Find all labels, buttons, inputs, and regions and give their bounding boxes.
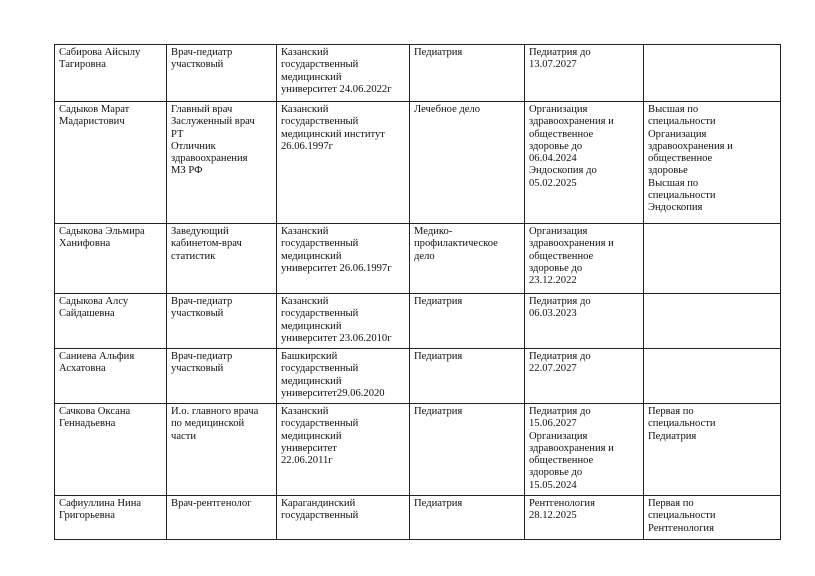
cell-specialty: Педиатрия [410,45,525,102]
cell-specialty: Педиатрия [410,294,525,349]
cell-certificate: Педиатрия до 22.07.2027 [525,349,644,404]
cell-category [644,224,781,294]
cell-category: Первая по специальности Рентгенология [644,496,781,540]
cell-category [644,349,781,404]
cell-name: Сафиуллина Нина Григорьевна [55,496,167,540]
cell-certificate: Рентгенология 28.12.2025 [525,496,644,540]
cell-education: Казанский государственный медицинский университет 24.06.2022г [277,45,410,102]
cell-category: Высшая по специальности Организация здравоохранения и общественное здоровье Высшая по специальности Эндоскопия [644,102,781,224]
cell-specialty: Педиатрия [410,496,525,540]
cell-name: Садыкова Алсу Сайдашевна [55,294,167,349]
staff-table [54,44,781,540]
cell-position: Врач-рентгенолог [167,496,277,540]
cell-education: Казанский государственный медицинский университет 22.06.2011г [277,404,410,496]
cell-certificate: Педиатрия до 13.07.2027 [525,45,644,102]
cell-position: Врач-педиатр участковый [167,294,277,349]
cell-education: Казанский государственный медицинский университет 23.06.2010г [277,294,410,349]
cell-position: Заведующий кабинетом-врач статистик [167,224,277,294]
cell-specialty: Лечебное дело [410,102,525,224]
cell-education: Казанский государственный медицинский институт 26.06.1997г [277,102,410,224]
cell-certificate: Организация здравоохранения и общественное здоровье до 06.04.2024 Эндоскопия до 05.02.2025 [525,102,644,224]
cell-position: Главный врач Заслуженный врач РТ Отличник здравоохранения МЗ РФ [167,102,277,224]
table-row [55,496,781,540]
cell-category: Первая по специальности Педиатрия [644,404,781,496]
cell-specialty: Медико- профилактическое дело [410,224,525,294]
cell-name: Сабирова Айсылу Тагировна [55,45,167,102]
cell-position: Врач-педиатр участковый [167,349,277,404]
cell-specialty: Педиатрия [410,349,525,404]
cell-position: Врач-педиатр участковый [167,45,277,102]
cell-category [644,294,781,349]
table-row [55,224,781,294]
cell-name: Сачкова Оксана Геннадьевна [55,404,167,496]
cell-certificate: Педиатрия до 06.03.2023 [525,294,644,349]
table-row [55,45,781,102]
cell-education: Башкирский государственный медицинский университет29.06.2020 [277,349,410,404]
table-row [55,349,781,404]
cell-education: Карагандинский государственный [277,496,410,540]
cell-specialty: Педиатрия [410,404,525,496]
cell-education: Казанский государственный медицинский университет 26.06.1997г [277,224,410,294]
cell-name: Садыкова Эльмира Ханифовна [55,224,167,294]
table-row [55,102,781,224]
table-row [55,294,781,349]
cell-position: И.о. главного врача по медицинской части [167,404,277,496]
cell-certificate: Педиатрия до 15.06.2027 Организация здравоохранения и общественное здоровье до 15.05.2024 [525,404,644,496]
cell-certificate: Организация здравоохранения и общественное здоровье до 23.12.2022 [525,224,644,294]
table-row [55,404,781,496]
cell-name: Саниева Альфия Асхатовна [55,349,167,404]
cell-name: Садыков Марат Мадаристович [55,102,167,224]
cell-category [644,45,781,102]
